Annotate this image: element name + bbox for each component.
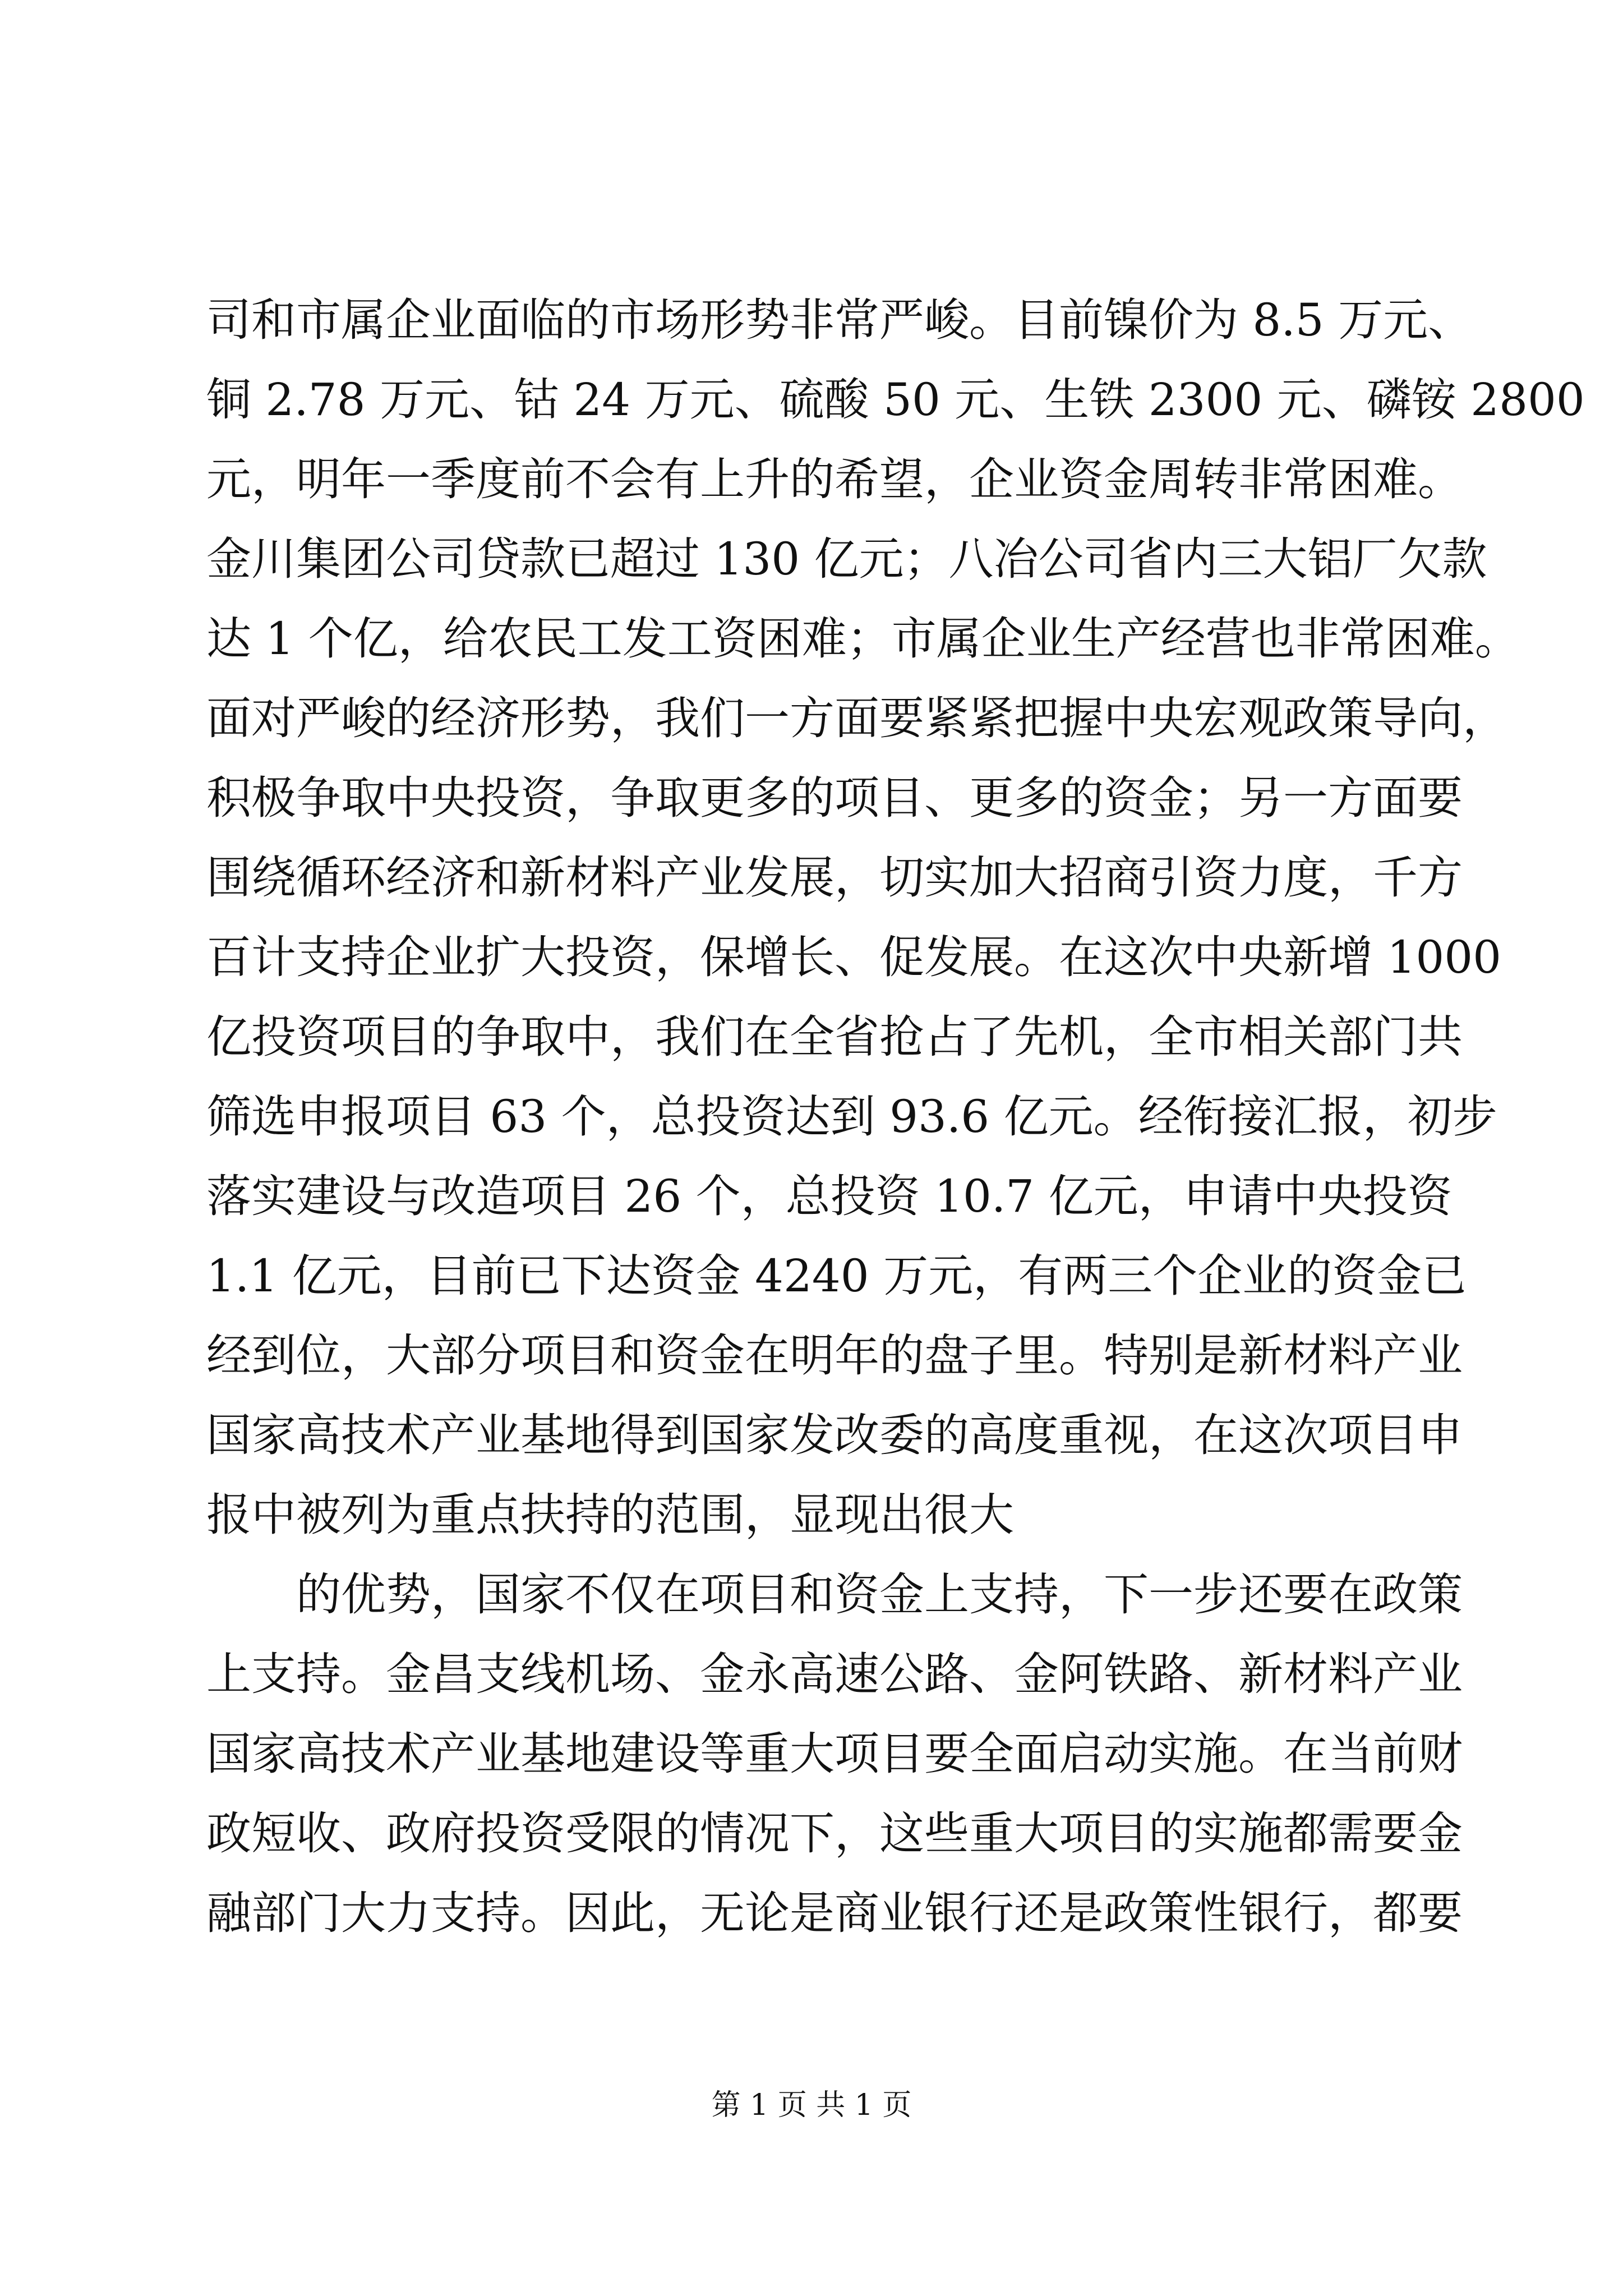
text-line: 元，明年一季度前不会有上升的希望，企业资金周转非常困难。 [206,453,1463,505]
text-line: 亿投资项目的争取中，我们在全省抢占了先机，全市相关部门共 [206,1011,1463,1063]
text-line: 金川集团公司贷款已超过 130 亿元；八冶公司省内三大铝厂欠款 [206,533,1487,585]
text-line: 报中被列为重点扶持的范围，显现出很大 [206,1489,1014,1541]
document-body [206,280,1585,1953]
text-line: 上支持。金昌支线机场、金永高速公路、金阿铁路、新材料产业 [206,1648,1463,1700]
text-line: 融部门大力支持。因此，无论是商业银行还是政策性银行，都要 [206,1887,1463,1939]
text-line: 积极争取中央投资，争取更多的项目、更多的资金；另一方面要 [206,772,1463,824]
text-line: 政短收、政府投资受限的情况下，这些重大项目的实施都需要金 [206,1807,1463,1860]
text-line: 铜 2.78 万元、钴 24 万元、硫酸 50 元、生铁 2300 元、磷铵 2800 [206,374,1585,426]
text-line: 百计支持企业扩大投资，保增长、促发展。在这次中央新增 1000 [206,931,1502,983]
text-line: 的优势，国家不仅在项目和资金上支持，下一步还要在政策 [296,1568,1463,1621]
text-line: 国家高技术产业基地得到国家发改委的高度重视，在这次项目申 [206,1409,1463,1461]
text-line: 经到位，大部分项目和资金在明年的盘子里。特别是新材料产业 [206,1329,1463,1382]
text-line: 国家高技术产业基地建设等重大项目要全面启动实施。在当前财 [206,1728,1463,1780]
text-line: 达 1 个亿，给农民工发工资困难；市属企业生产经营也非常困难。 [206,613,1520,665]
text-line: 筛选申报项目 63 个，总投资达到 93.6 亿元。经衔接汇报，初步 [206,1091,1497,1143]
page-number: 第 1 页 共 1 页 [711,2088,912,2122]
page-footer [0,2081,1623,2123]
text-line: 围绕循环经济和新材料产业发展，切实加大招商引资力度，千方 [206,852,1463,904]
text-line: 司和市属企业面临的市场形势非常严峻。目前镍价为 8.5 万元、 [206,294,1473,346]
text-line: 1.1 亿元，目前已下达资金 4240 万元，有两三个企业的资金已 [206,1250,1467,1302]
text-line: 面对严峻的经济形势，我们一方面要紧紧把握中央宏观政策导向， [206,692,1507,744]
text-line: 落实建设与改造项目 26 个，总投资 10.7 亿元，申请中央投资 [206,1170,1453,1222]
